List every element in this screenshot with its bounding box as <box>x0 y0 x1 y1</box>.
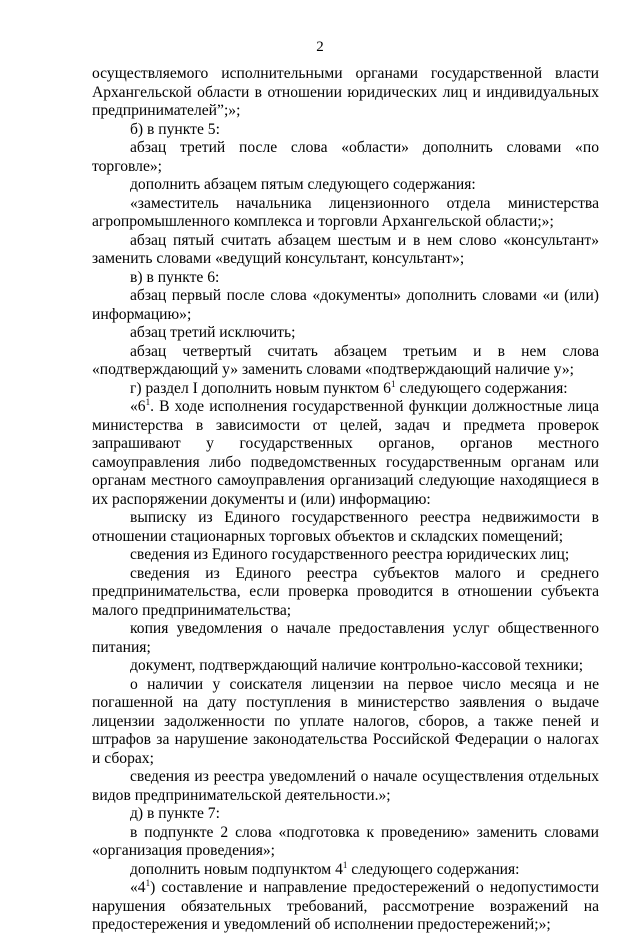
paragraph: сведения из реестра уведомлений о начале осуществления отдельных видов предпринимательской деятельности.»; <box>92 768 599 804</box>
paragraph-continuation: осуществляемого исполнительными органами государственной власти Архангельской области в отношении юридических лиц и индивидуальных предпринимателей”;»; <box>92 65 599 119</box>
paragraph: выписку из Единого государственного реестра недвижимости в отношении стационарных торговых объектов и складских помещений; <box>92 509 599 545</box>
paragraph: абзац первый после слова «документы» дополнить словами «и (или) информацию»; <box>92 287 599 323</box>
paragraph: «заместитель начальника лицензионного отдела министерства агропромышленного комплекса и торговли Архангельской области;»; <box>92 194 599 230</box>
document-body <box>92 65 599 935</box>
paragraph: дополнить абзацем пятым следующего содержания: <box>130 176 476 193</box>
paragraph-item-b: б) в пункте 5: <box>130 120 220 138</box>
paragraph: о наличии у соискателя лицензии на первое число месяца и не погашенной на дату поступления в министерство заявления о выдаче лицензии задолженности по уплате налогов, сборов, а также пеней и штрафов за нарушение законодательства Российской Федерации о налогах и сборах; <box>92 675 599 767</box>
superscript-one: 1 <box>145 877 151 888</box>
page-number: 2 <box>316 39 324 55</box>
paragraph-item-d: д) в пункте 7: <box>130 805 220 822</box>
superscript-one: 1 <box>145 396 151 407</box>
paragraph-item-v: в) в пункте 6: <box>130 268 220 286</box>
paragraph-item-g: г) раздел I дополнить новым пунктом $6^1$ следующего содержания: <box>130 378 568 397</box>
paragraph: абзац третий исключить; <box>130 324 296 341</box>
paragraph: «$4^1$) составление и направление предостережений о недопустимости нарушения обязательных требований, рассмотрение возражений на предостережения и уведомлений об исполнении предостережений;»; <box>92 877 599 933</box>
paragraph: сведения из Единого государственного реестра юридических лиц; <box>130 546 570 563</box>
paragraph: абзац пятый считать абзацем шестым и в нем слово «консультант» заменить словами «ведущий консультант, консультант»; <box>92 231 599 267</box>
paragraph: копия уведомления о начале предоставления услуг общественного питания; <box>92 620 599 656</box>
paragraph: в подпункте 2 слова «подготовка к проведению» заменить словами «организация проведения»; <box>92 823 599 859</box>
paragraph: абзац третий после слова «области» дополнить словами «по торговле»; <box>92 139 599 175</box>
superscript-one: 1 <box>390 378 396 389</box>
paragraph: абзац четвертый считать абзацем третьим и в нем слова «подтверждающий у» заменить словами «подтверждающий наличие у»; <box>92 342 599 378</box>
paragraph: сведения из Единого реестра субъектов малого и среднего предпринимательства, если проверка проводится в отношении субъекта малого предпринимательства; <box>92 564 599 619</box>
superscript-one: 1 <box>342 859 348 870</box>
paragraph: «$6^1$. В ходе исполнения государственной функции должностные лица министерства в зависимости от целей, задач и предмета проверок запрашивают у государственных органов, органов местного самоуправления либо подведомственных государственным органам или органам местного самоуправления организаций следующие находящиеся в их распоряжении документы и (или) информацию: <box>92 396 599 508</box>
paragraph: документ, подтверждающий наличие контрольно-кассовой техники; <box>130 657 584 674</box>
paragraph: дополнить новым подпунктом $4^1$ следующего содержания: <box>130 859 520 878</box>
